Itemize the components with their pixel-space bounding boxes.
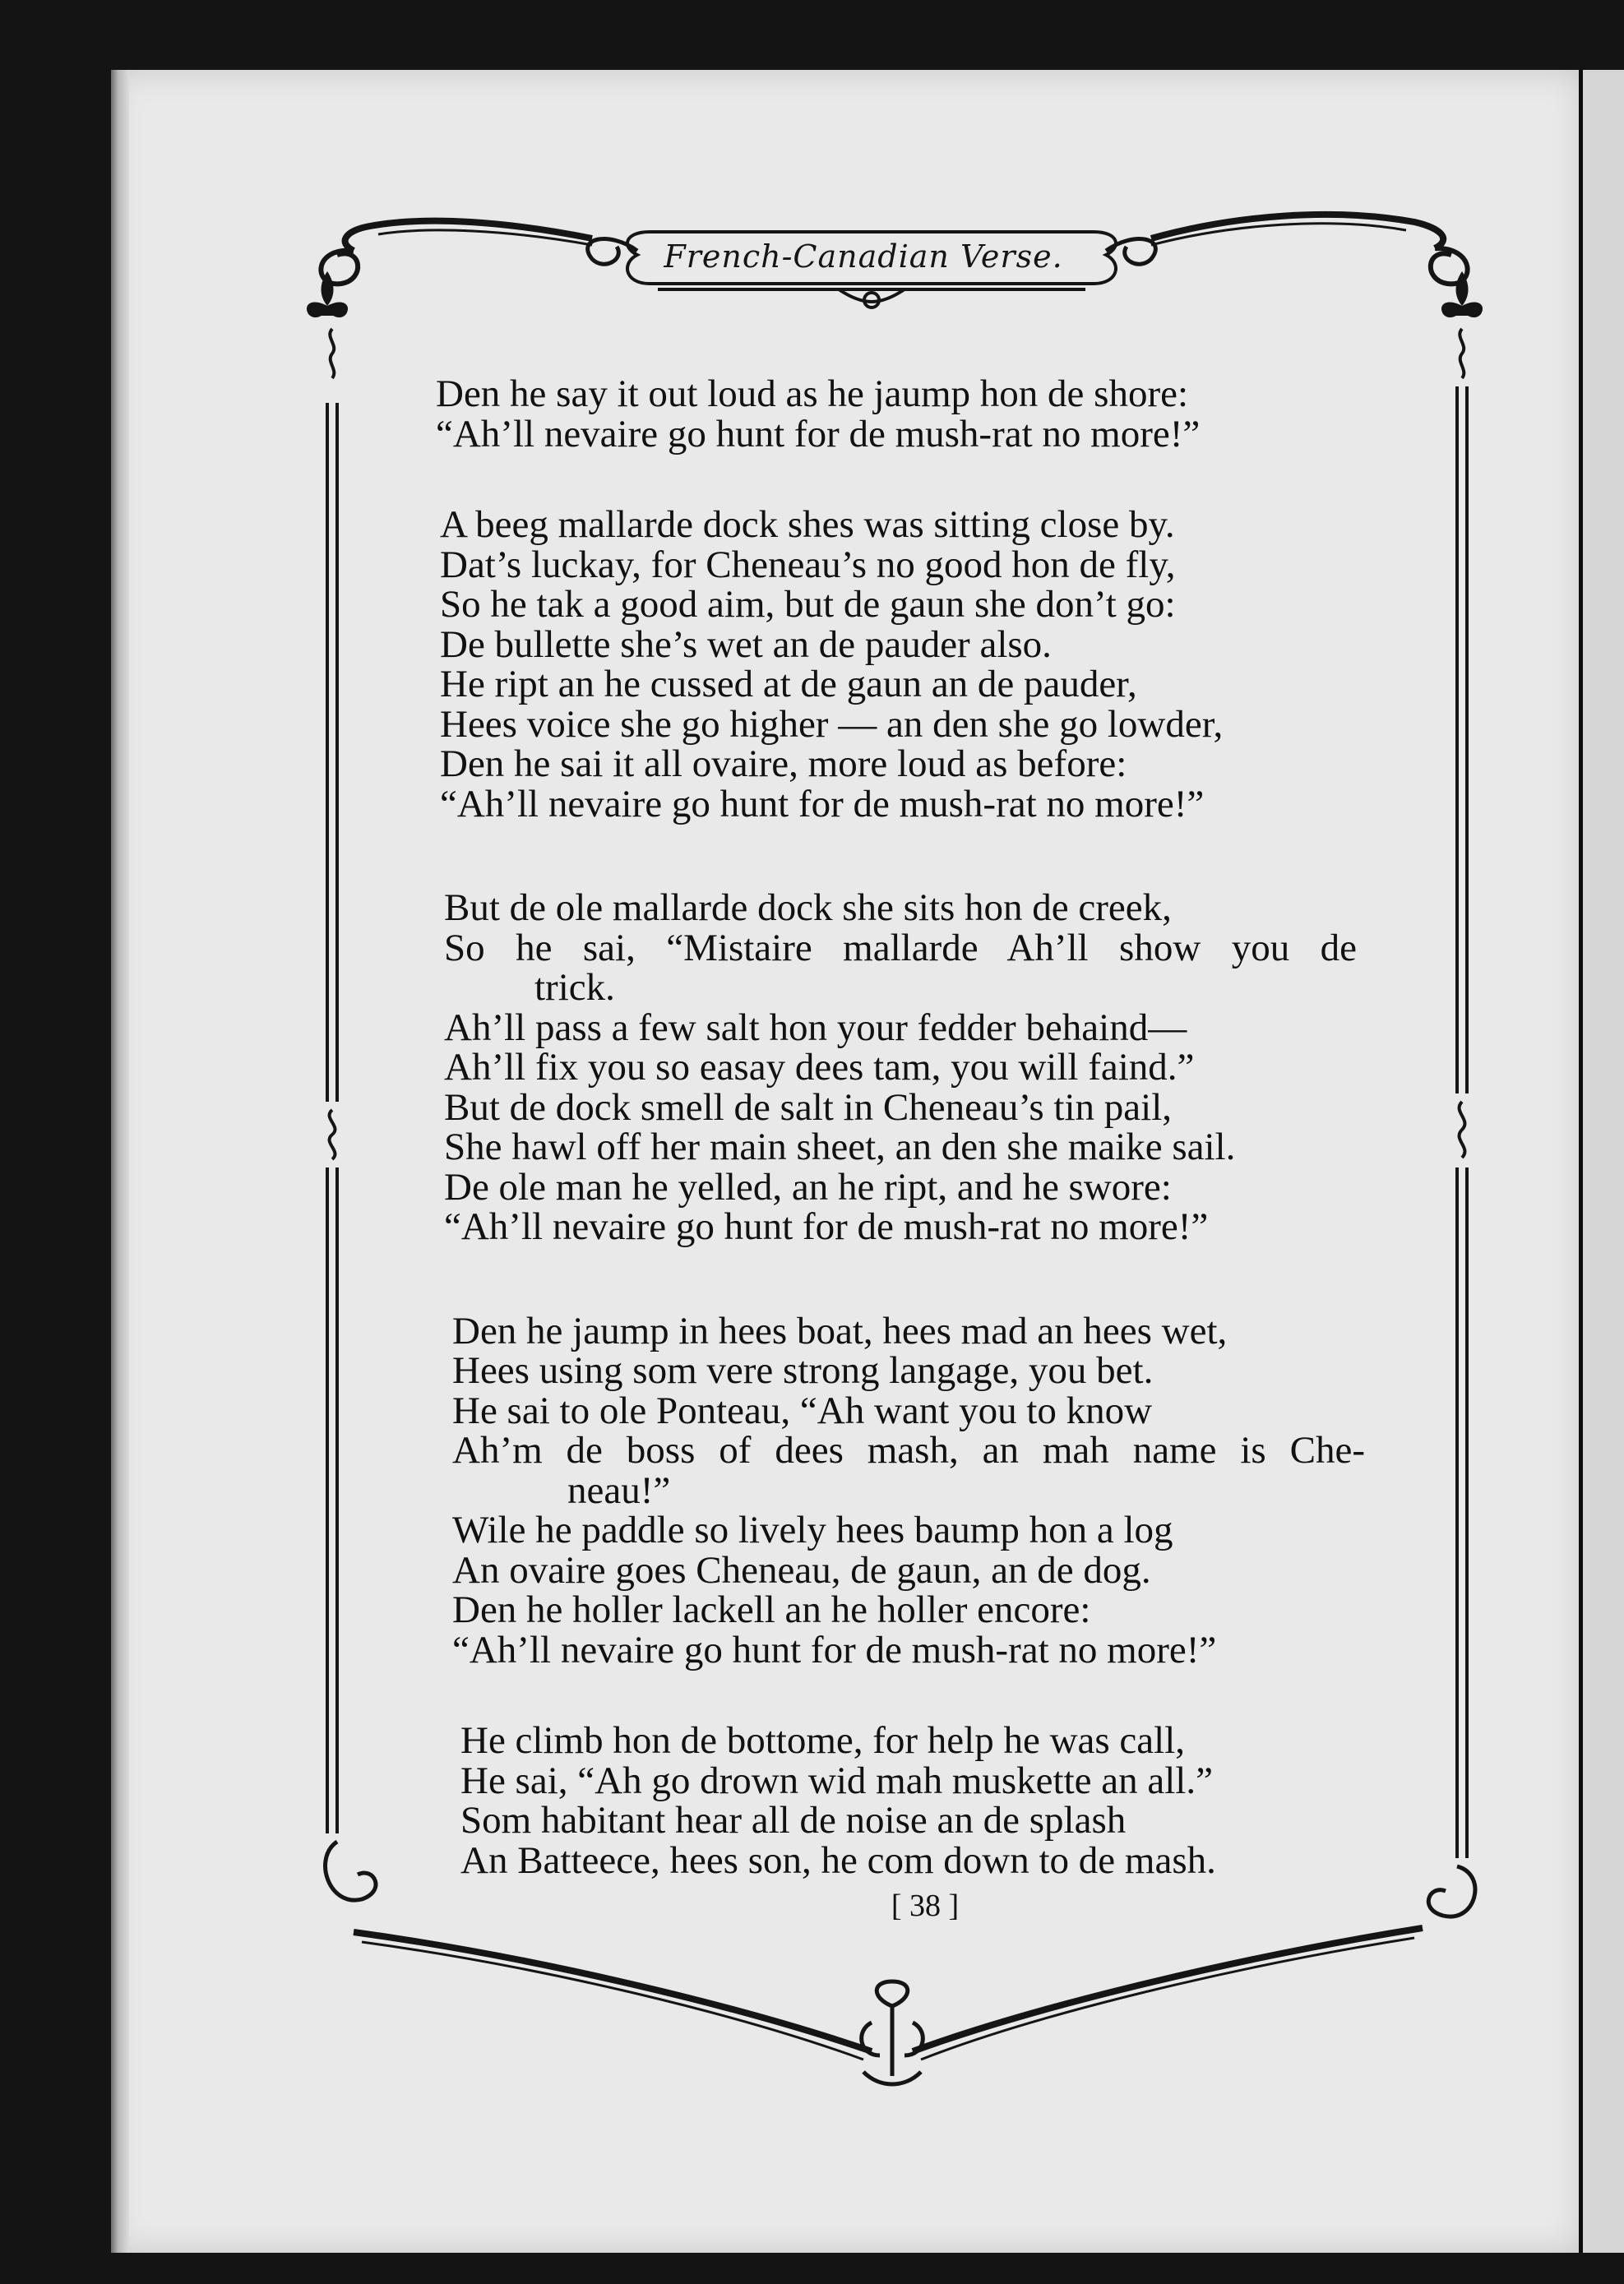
- stanza: [436, 888, 1373, 1247]
- verse-line: Den he say it out loud as he jaump hon de shore:: [436, 372, 1189, 415]
- verse-line: Den he jaump in hees boat, hees mad an hees wet,: [452, 1309, 1228, 1352]
- verse-line: “Ah’ll nevaire go hunt for de mush-rat no more!”: [436, 412, 1201, 455]
- bottom-center-ornament-icon: [862, 1981, 923, 2084]
- verse-line: Ah’ll fix you so easay dees tam, you will faind.”: [444, 1046, 1195, 1089]
- verse-line: De bullette she’s wet an de pauder also.: [440, 622, 1052, 666]
- verse-line: De ole man he yelled, an he ript, and he swore:: [444, 1165, 1172, 1209]
- verse-line: Dat’s luckay, for Cheneau’s no good hon de fly,: [440, 543, 1176, 586]
- verse-line: An ovaire goes Cheneau, de gaun, an de dog.: [452, 1548, 1151, 1592]
- verse-line: But de dock smell de salt in Cheneau’s tin pail,: [444, 1085, 1173, 1129]
- top-right-swoop: [1151, 215, 1443, 248]
- bottom-right-swoop: [913, 1928, 1423, 2051]
- verse-line: She hawl off her main sheet, an den she maike sail.: [444, 1126, 1236, 1168]
- verse-line-continuation: trick.: [534, 966, 615, 1009]
- verse-line: Ah’m de boss of dees mash, an mah name is Che-: [452, 1429, 1365, 1472]
- verse-line: But de ole mallarde dock she sits hon de creek,: [444, 886, 1172, 929]
- verse-line: He sai to ole Ponteau, “Ah want you to know: [452, 1389, 1153, 1432]
- verse-line: “Ah’ll nevaire go hunt for de mush-rat no more!”: [440, 782, 1205, 825]
- verse-line: So he tak a good aim, but de gaun she don’t go:: [440, 583, 1176, 626]
- verse-line: An Batteece, hees son, he com down to de mash.: [460, 1838, 1216, 1882]
- running-title: French-Canadian Verse.: [664, 238, 1063, 275]
- verse-line: Den he holler lackell an he holler encore:: [452, 1588, 1091, 1631]
- verse-line: He sai, “Ah go drown wid mah muskette an all.”: [460, 1759, 1213, 1802]
- verse-line: “Ah’ll nevaire go hunt for de mush-rat no more!”: [452, 1628, 1217, 1671]
- left-border-rule: [327, 329, 337, 1833]
- verse-line: Ah’ll pass a few salt hon your fedder behaind—: [444, 1006, 1187, 1049]
- verse-line: Den he sai it all ovaire, more loud as before:: [440, 742, 1127, 785]
- verse-line-continuation: neau!”: [567, 1468, 671, 1512]
- verse-line: He ript an he cussed at de gaun an de pauder,: [440, 663, 1137, 705]
- verse-line: “Ah’ll nevaire go hunt for de mush-rat no more!”: [444, 1205, 1209, 1248]
- verse-line: Wile he paddle so lively hees baump hon a log: [452, 1509, 1173, 1551]
- right-border-rule: [1457, 329, 1467, 1858]
- bottom-left-swoop: [354, 1932, 872, 2051]
- verse-line: Hees voice she go higher — an den she go lowder,: [440, 702, 1224, 746]
- stanza: [436, 1721, 1373, 1880]
- page-number: [ 38 ]: [891, 1889, 960, 1923]
- fleur-de-lis-left-icon: [307, 271, 348, 317]
- stanza: [436, 374, 1373, 454]
- fleur-de-lis-right-icon: [1441, 271, 1483, 317]
- verse-line: Hees using som vere strong langage, you bet.: [452, 1349, 1154, 1392]
- poem-body: [436, 374, 1373, 1880]
- verse-line: A beeg mallarde dock shes was sitting close by.: [440, 503, 1175, 546]
- stanza: [436, 1311, 1373, 1671]
- verse-line: He climb hon de bottome, for help he was call,: [460, 1719, 1185, 1762]
- top-left-swoop: [345, 221, 592, 251]
- stanza: [436, 505, 1373, 824]
- verse-line: So he sai, “Mistaire mallarde Ah’ll show you de: [444, 926, 1357, 969]
- verse-line: Som habitant hear all de noise an de splash: [460, 1799, 1127, 1842]
